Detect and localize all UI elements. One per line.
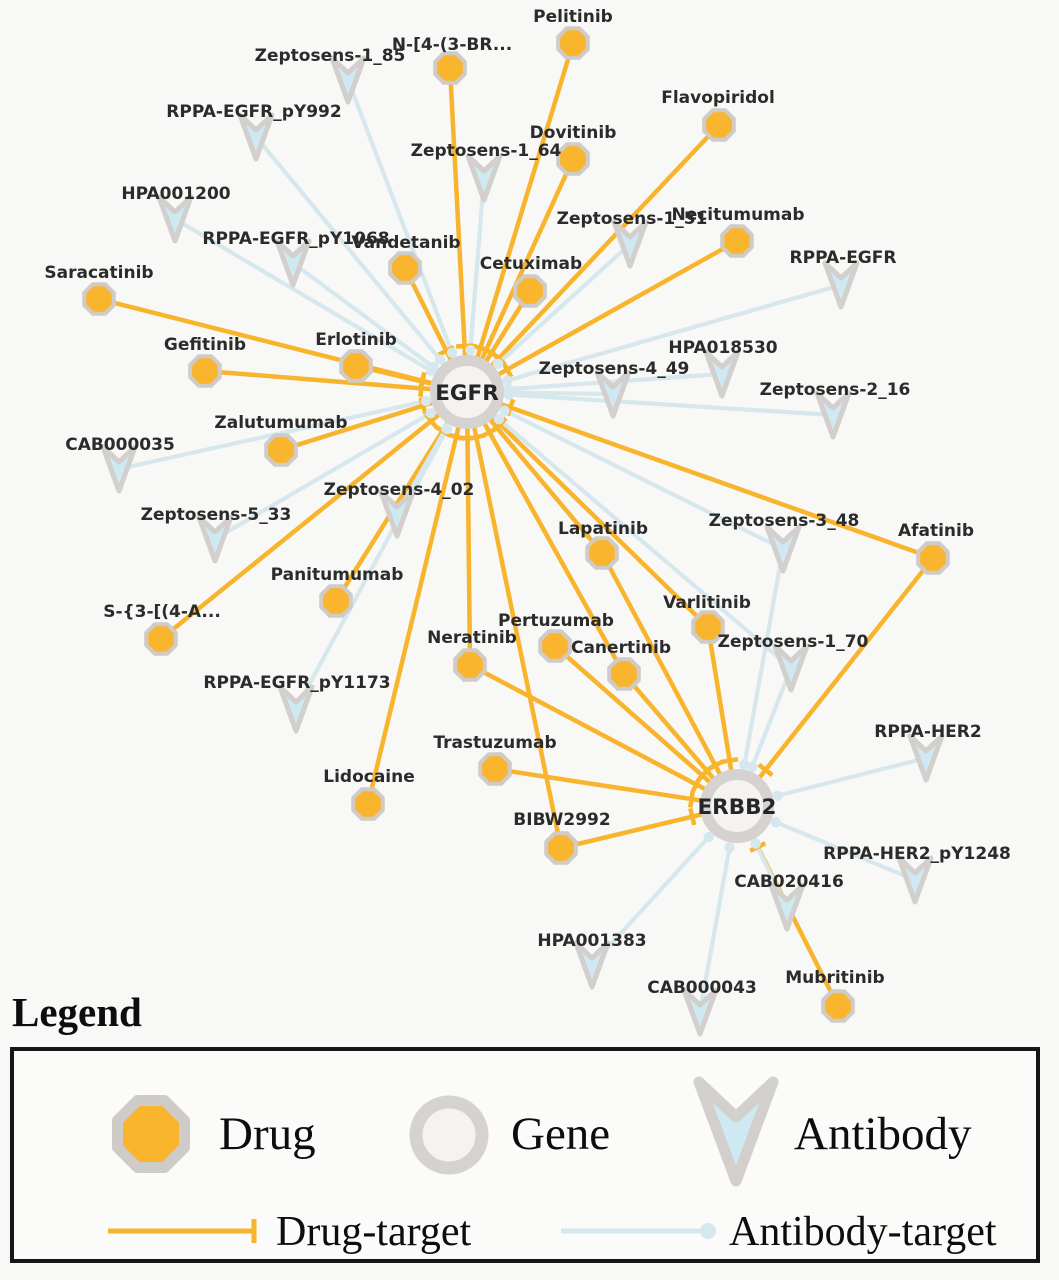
label-gene-egfr: EGFR bbox=[435, 381, 499, 406]
antibody-chevron-shape bbox=[699, 1082, 773, 1181]
label-antibody-rppa-egfr: RPPA-EGFR bbox=[789, 248, 897, 268]
edge-drug-target-varlitinib-egfr bbox=[467, 392, 708, 627]
drug-target-tee bbox=[690, 791, 693, 808]
edge-drug-target-n-4-3-br-egfr bbox=[450, 68, 467, 392]
node-drug-trastuzumab bbox=[480, 754, 510, 784]
label-drug-dovitinib: Dovitinib bbox=[529, 123, 617, 143]
label-antibody-zeptosens-2-16: Zeptosens-2_16 bbox=[759, 380, 911, 400]
node-drug-s-3-4-a bbox=[146, 624, 176, 654]
node-antibody-rppa-egfr bbox=[825, 263, 857, 307]
legend-antibody-icon bbox=[686, 1073, 786, 1189]
label-antibody-hpa001200: HPA001200 bbox=[121, 184, 231, 204]
node-drug-dovitinib bbox=[558, 144, 588, 174]
node-drug-zalutumumab bbox=[266, 435, 296, 465]
antibody-target-dot bbox=[747, 762, 757, 772]
label-antibody-cab020416: CAB020416 bbox=[734, 872, 844, 892]
legend-gene-icon bbox=[404, 1090, 494, 1180]
node-drug-lidocaine bbox=[353, 789, 383, 819]
legend-drug-icon bbox=[104, 1087, 198, 1181]
label-antibody-cab000035: CAB000035 bbox=[65, 435, 175, 455]
label-antibody-zeptosens-3-48: Zeptosens-3_48 bbox=[708, 511, 860, 531]
antibody-target-dot bbox=[493, 359, 503, 369]
label-antibody-rppa-egfr-py1068: RPPA-EGFR_pY1068 bbox=[202, 229, 390, 249]
node-antibody-zeptosens-3-48 bbox=[767, 527, 799, 571]
label-drug-erlotinib: Erlotinib bbox=[315, 330, 397, 350]
label-drug-gefitinib: Gefitinib bbox=[163, 335, 247, 355]
label-drug-canertinib: Canertinib bbox=[570, 638, 672, 658]
antibody-target-dot bbox=[442, 424, 452, 434]
drug-octagon-shape bbox=[118, 1101, 185, 1168]
label-antibody-zeptosens-1-51: Zeptosens-1_51 bbox=[556, 209, 708, 229]
label-drug-n-4-3-br: N-[4-(3-BR... bbox=[391, 35, 513, 55]
gene-circle-shape bbox=[416, 1102, 482, 1168]
antibody-target-dot bbox=[494, 414, 504, 424]
antibody-target-dot bbox=[447, 348, 457, 358]
antibody-target-dot bbox=[499, 405, 509, 415]
legend-antibody-label: Antibody bbox=[794, 1108, 972, 1160]
label-drug-bibw2992: BIBW2992 bbox=[513, 810, 611, 830]
label-antibody-zeptosens-4-49: Zeptosens-4_49 bbox=[538, 359, 690, 379]
label-drug-panitumumab: Panitumumab bbox=[270, 565, 404, 585]
label-antibody-zeptosens-5-33: Zeptosens-5_33 bbox=[140, 505, 292, 525]
label-antibody-zeptosens-4-02: Zeptosens-4_02 bbox=[323, 480, 475, 500]
node-drug-erlotinib bbox=[341, 351, 371, 381]
label-drug-flavopiridol: Flavopiridol bbox=[661, 88, 775, 108]
drug-target-tee bbox=[690, 808, 694, 825]
antibody-target-dot bbox=[421, 396, 431, 406]
label-antibody-zeptosens-1-85: Zeptosens-1_85 bbox=[254, 46, 406, 66]
label-drug-vandetanib: Vandetanib bbox=[351, 233, 461, 253]
node-drug-pertuzumab bbox=[540, 631, 570, 661]
label-antibody-zeptosens-1-70: Zeptosens-1_70 bbox=[717, 632, 869, 652]
legend-drug-label: Drug bbox=[219, 1108, 316, 1160]
label-drug-mubritinib: Mubritinib bbox=[785, 968, 885, 988]
label-antibody-hpa018530: HPA018530 bbox=[668, 338, 778, 358]
node-drug-saracatinib bbox=[84, 284, 114, 314]
label-drug-varlitinib: Varlitinib bbox=[663, 593, 751, 613]
node-drug-necitumumab bbox=[722, 226, 752, 256]
label-drug-pelitinib: Pelitinib bbox=[533, 7, 613, 27]
node-drug-canertinib bbox=[609, 659, 639, 689]
label-drug-necitumumab: Necitumumab bbox=[671, 205, 805, 225]
edge-drug-target-neratinib-egfr bbox=[467, 392, 470, 665]
antibody-target-dot bbox=[504, 389, 514, 399]
node-drug-n-4-3-br bbox=[435, 53, 465, 83]
node-antibody-zeptosens-1-64 bbox=[468, 156, 500, 200]
label-drug-pertuzumab: Pertuzumab bbox=[498, 611, 614, 631]
label-antibody-rppa-egfr-py1173: RPPA-EGFR_pY1173 bbox=[203, 673, 391, 693]
label-antibody-rppa-her2-py1248: RPPA-HER2_pY1248 bbox=[823, 844, 1011, 864]
legend-drug-target-line bbox=[104, 1215, 274, 1247]
label-drug-saracatinib: Saracatinib bbox=[44, 263, 154, 283]
node-drug-neratinib bbox=[455, 650, 485, 680]
antibody-target-dot bbox=[703, 832, 713, 842]
antibody-target-dot bbox=[426, 408, 436, 418]
node-drug-pelitinib bbox=[558, 28, 588, 58]
label-drug-s-3-4-a: S-{3-[(4-A... bbox=[103, 602, 221, 622]
node-antibody-rppa-her2 bbox=[910, 736, 942, 780]
label-drug-lidocaine: Lidocaine bbox=[323, 767, 415, 787]
node-drug-afatinib bbox=[918, 543, 948, 573]
label-antibody-rppa-egfr-py992: RPPA-EGFR_pY992 bbox=[166, 102, 342, 122]
antibody-target-dot bbox=[428, 362, 438, 372]
antibody-target-dot bbox=[750, 838, 760, 848]
node-drug-lapatinib bbox=[587, 538, 617, 568]
legend-title: Legend bbox=[12, 989, 142, 1035]
label-drug-cetuximab: Cetuximab bbox=[479, 254, 583, 274]
label-drug-zalutumumab: Zalutumumab bbox=[214, 413, 348, 433]
legend-antibody-target-line bbox=[557, 1215, 727, 1247]
node-drug-mubritinib bbox=[823, 991, 853, 1021]
antibody-target-dot bbox=[700, 1223, 716, 1239]
legend-antibody-target-label: Antibody-target bbox=[729, 1209, 997, 1255]
label-antibody-rppa-her2: RPPA-HER2 bbox=[874, 722, 982, 742]
node-antibody-rppa-her2-py1248 bbox=[899, 858, 931, 902]
label-antibody-cab000043: CAB000043 bbox=[647, 978, 757, 998]
legend-drug-target-label: Drug-target bbox=[276, 1209, 472, 1255]
antibody-target-dot bbox=[465, 345, 475, 355]
label-drug-afatinib: Afatinib bbox=[897, 521, 975, 541]
drug-target-tee bbox=[721, 759, 738, 762]
node-antibody-zeptosens-1-70 bbox=[775, 646, 807, 690]
legend-box bbox=[10, 1047, 1040, 1263]
node-drug-cetuximab bbox=[515, 276, 545, 306]
node-drug-gefitinib bbox=[190, 356, 220, 386]
node-drug-flavopiridol bbox=[704, 110, 734, 140]
label-drug-lapatinib: Lapatinib bbox=[558, 519, 648, 539]
node-drug-bibw2992 bbox=[546, 833, 576, 863]
label-antibody-zeptosens-1-64: Zeptosens-1_64 bbox=[410, 141, 562, 161]
legend-gene-label: Gene bbox=[511, 1108, 611, 1160]
node-drug-panitumumab bbox=[321, 586, 351, 616]
label-antibody-hpa001383: HPA001383 bbox=[537, 931, 647, 951]
node-drug-vandetanib bbox=[390, 253, 420, 283]
label-gene-erbb2: ERBB2 bbox=[697, 795, 777, 820]
label-drug-trastuzumab: Trastuzumab bbox=[433, 733, 557, 753]
antibody-target-dot bbox=[724, 842, 734, 852]
node-antibody-rppa-egfr-py1173 bbox=[280, 687, 312, 731]
label-drug-neratinib: Neratinib bbox=[427, 628, 517, 648]
